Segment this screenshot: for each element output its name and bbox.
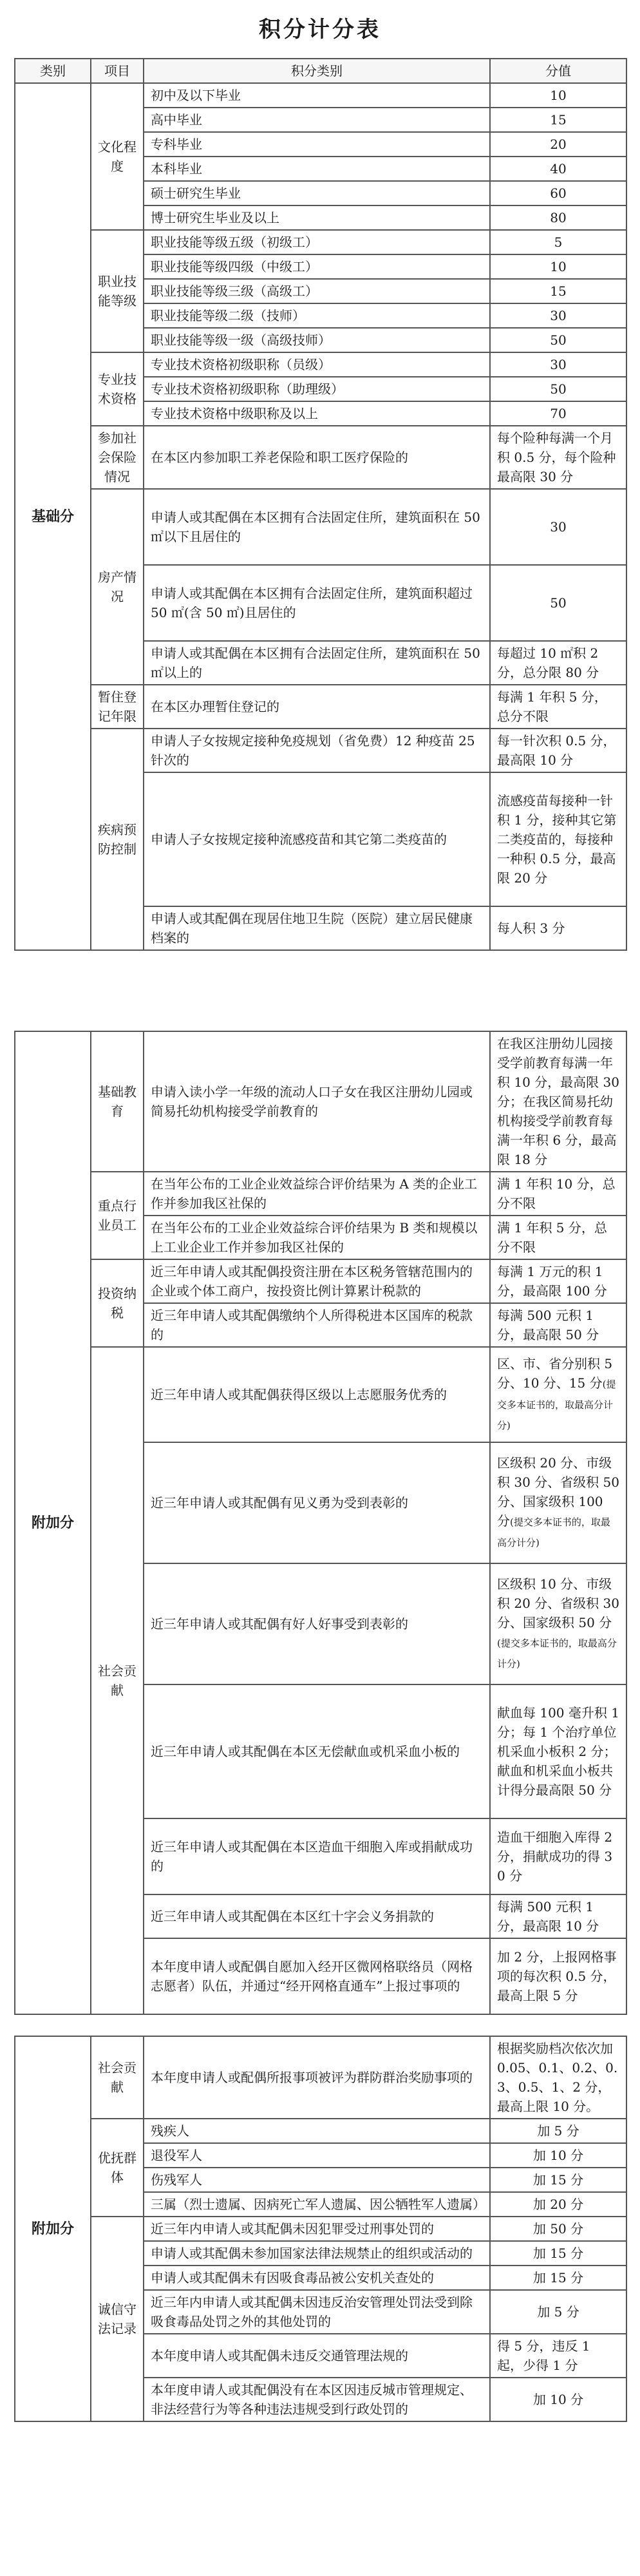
table-header-row: [15, 59, 626, 83]
row-desc: 在本区办理暂住登记的: [144, 685, 490, 729]
row-score: 10: [490, 254, 626, 279]
row-desc: 本科毕业: [144, 157, 490, 181]
item-social-insurance: 参加社会保险情况: [91, 426, 144, 489]
row-desc: 申请人子女按规定接种免疫规划（省免费）12 种疫苗 25 针次的: [144, 729, 490, 772]
row-score: 15: [490, 279, 626, 303]
table-row: [15, 1172, 626, 1216]
row-score: 每满 1 年积 5 分，总分不限: [490, 685, 626, 729]
row-score: 加 15 分: [490, 2241, 626, 2266]
row-score: 40: [490, 157, 626, 181]
row-score: 满 1 年积 5 分，总分不限: [490, 1216, 626, 1259]
item-education: 文化程度: [91, 83, 144, 230]
row-score: 造血干细胞入库得 2 分，捐献成功的得 30 分: [490, 1818, 626, 1894]
row-score: 50: [490, 565, 626, 641]
row-score: 加 5 分: [490, 2119, 626, 2143]
score-table-extra-2: [14, 2036, 627, 2422]
item-disease-prevention: 疾病预防控制: [91, 729, 144, 950]
row-score: 得 5 分，违反 1 起，少得 1 分: [490, 2334, 626, 2378]
row-score: 50: [490, 328, 626, 352]
score-note: (提交多本证书的，取最高分计分): [497, 1379, 616, 1431]
header-category: 类别: [15, 59, 91, 83]
header-score: 分值: [490, 59, 626, 83]
row-score: [490, 1563, 626, 1684]
row-desc: 专业技术资格初级职称（助理级）: [144, 377, 490, 401]
row-score: 流感疫苗每接种一针积 1 分，接种其它第二类疫苗的，每接种一种积 0.5 分，最高限 20 分: [490, 772, 626, 906]
item-key-industry: 重点行业员工: [91, 1172, 144, 1259]
header-score-type: 积分类别: [144, 59, 490, 83]
row-score: 15: [490, 108, 626, 132]
category-basic: 基础分: [15, 83, 91, 950]
row-score: 60: [490, 181, 626, 205]
item-investment-tax: 投资纳税: [91, 1259, 144, 1347]
row-desc: 专业技术资格初级职称（员级）: [144, 352, 490, 377]
score-table-extra-1: [14, 1031, 627, 2015]
row-score: 30: [490, 303, 626, 328]
row-desc: 近三年申请人或其配偶缴纳个人所得税进本区国库的税款的: [144, 1303, 490, 1347]
score-text: 区级积 20 分、市级积 30 分、省级积 50 分、国家级积 100 分: [497, 1455, 619, 1529]
table-row: [15, 352, 626, 377]
score-note: (提交多本证书的，取最高分计分): [497, 1516, 610, 1549]
row-desc: 在当年公布的工业企业效益综合评价结果为 B 类和规模以上工业企业工作并参加我区社保的: [144, 1216, 490, 1259]
row-desc: 退役军人: [144, 2143, 490, 2168]
row-score: [490, 1442, 626, 1563]
row-desc: 残疾人: [144, 2119, 490, 2143]
row-desc: 职业技能等级三级（高级工）: [144, 279, 490, 303]
row-desc: 申请人或其配偶未有因吸食毒品被公安机关查处的: [144, 2266, 490, 2290]
row-score: 每超过 10 ㎡积 2 分，总分限 80 分: [490, 641, 626, 685]
row-score: 加 2 分，上报网格事项的每次积 0.5 分，最高上限 5 分: [490, 1938, 626, 2014]
row-score: 每一针次积 0.5 分，最高限 10 分: [490, 729, 626, 772]
row-desc: 申请人或其配偶在本区拥有合法固定住所，建筑面积在 50 ㎡以上的: [144, 641, 490, 685]
row-desc: 初中及以下毕业: [144, 83, 490, 108]
header-item: 项目: [91, 59, 144, 83]
row-score: 80: [490, 205, 626, 230]
item-residence-registration: 暂住登记年限: [91, 685, 144, 729]
row-desc: 申请人子女按规定接种流感疫苗和其它第二类疫苗的: [144, 772, 490, 906]
row-desc: 申请人或其配偶未参加国家法律法规禁止的组织或活动的: [144, 2241, 490, 2266]
row-score: 加 10 分: [490, 2378, 626, 2421]
row-score: 加 20 分: [490, 2192, 626, 2217]
score-table-basic: [14, 58, 627, 951]
row-desc: 近三年申请人或其配偶在本区造血干细胞入库或捐献成功的: [144, 1818, 490, 1894]
row-desc: 本年度申请人或配偶自愿加入经开区微网格联络员（网格志愿者）队伍，并通过“经开网格直通车”上报过事项的: [144, 1938, 490, 2014]
row-score: 30: [490, 352, 626, 377]
row-score: 根据奖励档次依次加 0.05、0.1、0.2、0.3、0.5、1、2 分，最高上限 10 分。: [490, 2036, 626, 2119]
row-desc: 伤残军人: [144, 2168, 490, 2192]
row-score: 每满 500 元积 1 分，最高限 50 分: [490, 1303, 626, 1347]
table-row: [15, 83, 626, 108]
table-row: [15, 2119, 626, 2143]
row-desc: 职业技能等级五级（初级工）: [144, 230, 490, 254]
table-row: [15, 426, 626, 489]
row-desc: 近三年申请人或其配偶在本区红十字会义务捐款的: [144, 1894, 490, 1938]
score-text: 区、市、省分别积 5 分、10 分、15 分: [497, 1356, 613, 1391]
item-care-group: 优抚群体: [91, 2119, 144, 2217]
row-desc: 职业技能等级四级（中级工）: [144, 254, 490, 279]
row-score: 50: [490, 377, 626, 401]
row-desc: 职业技能等级二级（技师）: [144, 303, 490, 328]
table-row: [15, 2036, 626, 2119]
item-basic-education: 基础教育: [91, 1031, 144, 1172]
row-desc: 职业技能等级一级（高级技师）: [144, 328, 490, 352]
row-score: 每人积 3 分: [490, 906, 626, 950]
row-desc: 专科毕业: [144, 132, 490, 157]
row-desc: 博士研究生毕业及以上: [144, 205, 490, 230]
row-score: 30: [490, 489, 626, 565]
row-desc: 近三年申请人或其配偶投资注册在本区税务管辖范围内的企业或个体工商户，按投资比例计算累计税款的: [144, 1259, 490, 1303]
row-desc: 近三年内申请人或其配偶未因犯罪受过刑事处罚的: [144, 2217, 490, 2241]
item-housing: 房产情况: [91, 489, 144, 685]
row-score: 每满 1 万元的积 1 分，最高限 100 分: [490, 1259, 626, 1303]
row-score: 加 10 分: [490, 2143, 626, 2168]
row-score: 满 1 年积 10 分，总分不限: [490, 1172, 626, 1216]
row-desc: 近三年申请人或其配偶在本区无偿献血或机采血小板的: [144, 1684, 490, 1818]
row-score: 10: [490, 83, 626, 108]
row-desc: 申请人或其配偶在现居住地卫生院（医院）建立居民健康档案的: [144, 906, 490, 950]
item-integrity-record: 诚信守法记录: [91, 2217, 144, 2421]
row-desc: 本年度申请人或配偶所报事项被评为群防群治奖励事项的: [144, 2036, 490, 2119]
row-desc: 近三年申请人或其配偶有好人好事受到表彰的: [144, 1563, 490, 1684]
row-score: 献血每 100 毫升积 1 分；每 1 个治疗单位机采血小板积 2 分；献血和机采血小板共计得分最高限 50 分: [490, 1684, 626, 1818]
row-score: 加 5 分: [490, 2290, 626, 2334]
row-desc: 高中毕业: [144, 108, 490, 132]
row-desc: 在本区内参加职工养老保险和职工医疗保险的: [144, 426, 490, 489]
table-row: [15, 729, 626, 772]
row-score: 加 15 分: [490, 2168, 626, 2192]
table-row: [15, 489, 626, 565]
page-title: 积分计分表: [259, 17, 381, 43]
row-score: 70: [490, 401, 626, 426]
row-score: 5: [490, 230, 626, 254]
row-desc: 申请入读小学一年级的流动人口子女在我区注册幼儿园或简易托幼机构接受学前教育的: [144, 1031, 490, 1172]
item-tech-qualification: 专业技术资格: [91, 352, 144, 426]
item-social-contribution: 社会贡献: [91, 2036, 144, 2119]
table-row: [15, 230, 626, 254]
row-desc: 本年度申请人或其配偶没有在本区因违反城市管理规定、非法经营行为等各种违法违规受到行政处罚的: [144, 2378, 490, 2421]
table-row: [15, 1259, 626, 1303]
row-score: 每个险种每满一个月积 0.5 分，每个险种最高限 30 分: [490, 426, 626, 489]
row-score: 在我区注册幼儿园接受学前教育每满一年积 10 分，最高限 30 分；在我区简易托幼机构接受学前教育每满一年积 6 分，最高限 18 分: [490, 1031, 626, 1172]
row-desc: 近三年申请人或其配偶有见义勇为受到表彰的: [144, 1442, 490, 1563]
row-desc: 硕士研究生毕业: [144, 181, 490, 205]
row-desc: 本年度申请人或其配偶未违反交通管理法规的: [144, 2334, 490, 2378]
table-row: [15, 1031, 626, 1172]
row-desc: 专业技术资格中级职称及以上: [144, 401, 490, 426]
table-row: [15, 1347, 626, 1442]
row-score: 加 50 分: [490, 2217, 626, 2241]
row-desc: 近三年内申请人或其配偶未因违反治安管理处罚法受到除吸食毒品处罚之外的其他处罚的: [144, 2290, 490, 2334]
row-desc: 在当年公布的工业企业效益综合评价结果为 A 类的企业工作并参加我区社保的: [144, 1172, 490, 1216]
row-score: 20: [490, 132, 626, 157]
score-text: 区级积 10 分、市级积 20 分、省级积 30 分、国家级积 50 分: [497, 1576, 619, 1630]
row-score: [490, 1347, 626, 1442]
row-score: 加 15 分: [490, 2266, 626, 2290]
category-extra: 附加分: [15, 2036, 91, 2421]
row-desc: 三属（烈士遗属、因病死亡军人遗属、因公牺牲军人遗属）: [144, 2192, 490, 2217]
category-extra: 附加分: [15, 1031, 91, 2014]
item-skill-level: 职业技能等级: [91, 230, 144, 352]
item-social-contribution: 社会贡献: [91, 1347, 144, 2014]
table-row: [15, 685, 626, 729]
row-score: 每满 500 元积 1 分，最高限 10 分: [490, 1894, 626, 1938]
row-desc: 申请人或其配偶在本区拥有合法固定住所，建筑面积在 50 ㎡以下且居住的: [144, 489, 490, 565]
score-note: (提交多本证书的，取最高分计分): [497, 1637, 617, 1670]
row-desc: 近三年申请人或其配偶获得区级以上志愿服务优秀的: [144, 1347, 490, 1442]
table-row: [15, 2217, 626, 2241]
row-desc: 申请人或其配偶在本区拥有合法固定住所，建筑面积超过 50 ㎡(含 50 ㎡)且居住的: [144, 565, 490, 641]
